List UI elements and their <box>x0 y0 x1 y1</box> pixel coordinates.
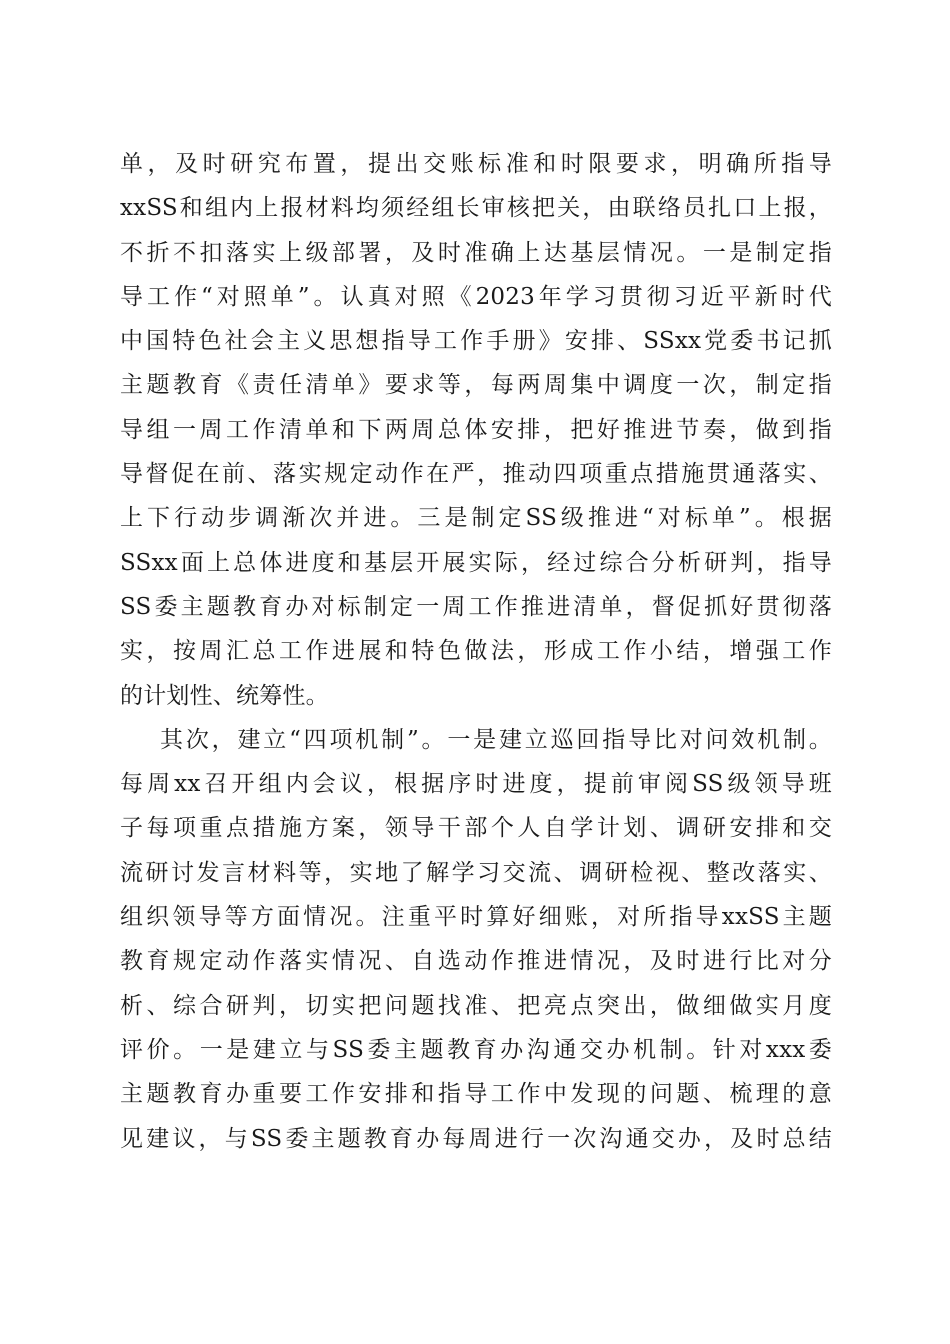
text-line: 导组一周工作清单和下两周总体安排，把好推进节奏，做到指 <box>120 416 832 443</box>
text-line: xxSS和组内上报材料均须经组长审核把关，由联络员扎口上报， <box>120 195 832 222</box>
text-line: SSxx面上总体进度和基层开展实际，经过综合分析研判，指导 <box>120 549 832 576</box>
text-line: 每周xx召开组内会议，根据序时进度，提前审阅SS级领导班 <box>120 771 832 798</box>
text-line: 其次，建立“四项机制”。一是建立巡回指导比对问效机制。 <box>160 726 832 753</box>
text-line: 实，按周汇总工作进展和特色做法，形成工作小结，增强工作 <box>120 638 832 665</box>
text-line: 上下行动步调渐次并进。三是制定SS级推进“对标单”。根据 <box>120 505 832 532</box>
text-line: SS委主题教育办对标制定一周工作推进清单，督促抓好贯彻落 <box>120 593 832 620</box>
text-line: 导工作“对照单”。认真对照《2023年学习贯彻习近平新时代 <box>120 283 832 310</box>
text-line: 析、综合研判，切实把问题找准、把亮点突出，做细做实月度 <box>120 992 832 1019</box>
text-line: 导督促在前、落实规定动作在严，推动四项重点措施贯通落实、 <box>120 461 832 488</box>
text-line: 流研讨发言材料等，实地了解学习交流、调研检视、整改落实、 <box>120 859 832 886</box>
text-line: 主题教育办重要工作安排和指导工作中发现的问题、梳理的意 <box>120 1081 832 1108</box>
text-line: 不折不扣落实上级部署，及时准确上达基层情况。一是制定指 <box>120 239 832 266</box>
text-line: 组织领导等方面情况。注重平时算好细账，对所指导xxSS主题 <box>120 904 832 931</box>
text-line: 教育规定动作落实情况、自选动作推进情况，及时进行比对分 <box>120 948 832 975</box>
text-line: 见建议，与SS委主题教育办每周进行一次沟通交办，及时总结 <box>120 1125 832 1152</box>
text-line: 主题教育《责任清单》要求等，每两周集中调度一次，制定指 <box>120 372 832 399</box>
body-text <box>120 142 832 1161</box>
text-line: 评价。一是建立与SS委主题教育办沟通交办机制。针对xxx委 <box>120 1036 832 1063</box>
text-line: 中国特色社会主义思想指导工作手册》安排、SSxx党委书记抓 <box>120 328 832 355</box>
text-line: 单，及时研究布置，提出交账标准和时限要求，明确所指导 <box>120 151 832 177</box>
text-line: 子每项重点措施方案，领导干部个人自学计划、调研安排和交 <box>120 815 832 842</box>
text-line: 的计划性、统筹性。 <box>120 682 329 709</box>
